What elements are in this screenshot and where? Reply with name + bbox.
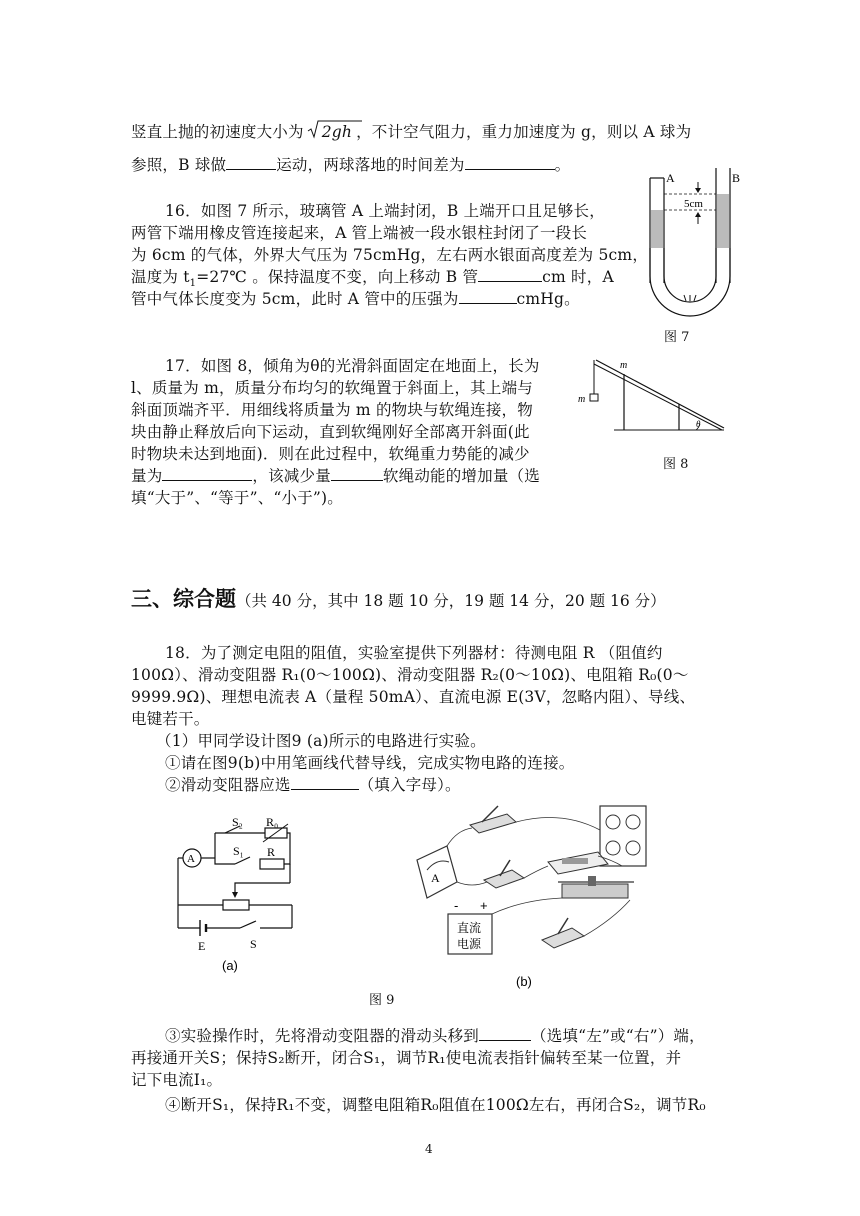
q18-step3	[165, 1024, 705, 1046]
ammeter-device	[417, 846, 457, 898]
q17-line2: l、质量为 m，质量分布均匀的软绳置于斜面上，其上端与	[131, 379, 533, 397]
q17-line3: 斜面顶端齐平．用细线将质量为 m 的物块与软绳连接，物	[131, 401, 533, 419]
answer-blank-b-move[interactable]	[478, 267, 542, 282]
fig9a-label-r: R	[267, 845, 276, 859]
dc-power-source	[448, 898, 492, 954]
q17-line1: 17．如图 8，倾角为θ的光滑斜面固定在地面上，长为	[165, 357, 540, 375]
fig9a-label-s1: S₁	[233, 844, 244, 858]
figure-7-u-tube	[648, 168, 748, 328]
q18-step2-text-a: ②滑动变阻器应选	[165, 776, 291, 794]
q15-line2	[131, 153, 570, 175]
figure-9-caption: 图 9	[369, 993, 395, 1008]
figure-7-caption: 图 7	[664, 330, 690, 345]
fig9b-ammeter-label: A	[431, 871, 440, 885]
section-3-note: （共 40 分，其中 18 题 10 分，19 题 14 分，20 题 16 分）	[236, 592, 666, 610]
q16-line2: 两管下端用橡皮管连接起来，A 管上端被一段水银柱封闭了一段长	[131, 224, 588, 242]
q18-step2	[165, 773, 461, 795]
section-3-heading	[131, 583, 666, 613]
q16-line3: 为 6cm 的气体，外界大气压为 75cmHg，左右两水银面高度差为 5cm，	[131, 246, 649, 264]
section-3-title: 三、综合题	[131, 587, 236, 611]
fig9a-label-e: E	[198, 939, 206, 953]
figure-8-caption: 图 8	[663, 457, 689, 472]
figure-9b-apparatus	[412, 800, 662, 990]
answer-blank-compare[interactable]	[331, 466, 383, 481]
answer-blank-time-diff[interactable]	[465, 155, 555, 170]
page-number: 4	[425, 1142, 433, 1156]
fig9b-minus: -	[454, 898, 459, 913]
fig9b-source-line2: 电源	[457, 937, 482, 951]
knife-switch-middle	[484, 860, 524, 888]
q15-text-c: 参照，B 球做	[131, 156, 227, 174]
rheostat-device	[558, 876, 634, 898]
q16-line4	[131, 265, 614, 289]
answer-blank-motion[interactable]	[226, 155, 276, 170]
q16-text-i: cmHg。	[516, 290, 580, 308]
fig9a-label-s2: S₂	[232, 815, 243, 829]
sqrt-content: 2gh	[321, 123, 353, 141]
q18-step3-line2: 再接通开关S；保持S₂断开，闭合S₁，调节R₁使电流表指针偏转至某一位置，并	[131, 1049, 682, 1067]
q17-text-a: 量为	[131, 467, 163, 485]
fig9b-plus: +	[480, 898, 488, 913]
q17-text-b: ，该减少量	[252, 467, 331, 485]
figure-8-incline	[578, 350, 729, 432]
figure-9a-circuit	[170, 815, 310, 973]
q16-line1: 16．如图 7 所示，玻璃管 A 上端封闭，B 上端开口且足够长，	[165, 202, 605, 220]
fig7-label-a: A	[666, 171, 675, 185]
fig9a-label-r0: R₀	[266, 815, 279, 829]
answer-blank-direction[interactable]	[479, 1026, 531, 1041]
knife-switch-top	[470, 806, 516, 833]
q18-step3-line3: 记下电流I₁。	[131, 1071, 223, 1089]
q18-step4: ④断开S₁，保持R₁不变，调整电阻箱R₀阻值在100Ω左右，再闭合S₂，调节R₀	[165, 1096, 706, 1114]
q15-text-e: 。	[554, 156, 571, 174]
answer-blank-pe-decrease[interactable]	[162, 466, 252, 481]
q18-line3: 9999.9Ω)、理想电流表 A（量程 50mA）、直流电源 E(3V，忽略内阻）、导线、	[131, 688, 696, 706]
q16-text-g: cm 时，A	[542, 268, 614, 286]
sqrt-expression	[308, 117, 352, 141]
fig9a-caption: (a)	[222, 958, 238, 973]
q16-temp-text: 温度为 t	[131, 268, 190, 286]
q18-line4: 电键若干。	[131, 710, 210, 728]
q15-text-a: 竖直上抛的初速度大小为	[131, 123, 304, 141]
q18-step3-text-b: （选填“左”或“右”）端，	[531, 1027, 705, 1045]
fig9b-caption: (b)	[516, 974, 532, 989]
q18-sub1: （1）甲同学设计图9 (a)所示的电路进行实验。	[156, 732, 486, 750]
fig7-dim-label: 5cm	[684, 198, 703, 210]
fig8-label-theta: θ	[696, 419, 701, 429]
q17-line4: 块由静止释放后向下运动，直到软绳刚好全部离开斜面(此	[131, 423, 530, 441]
fig9b-source-line1: 直流	[457, 921, 482, 935]
q16-text-f: =27℃ 。保持温度不变，向上移动 B 管	[196, 268, 479, 286]
q17-line7: 填“大于”、“等于”、“小于”)。	[131, 489, 343, 507]
q15-text-d: 运动，两球落地的时间差为	[276, 156, 465, 174]
q15-text-b: ，不计空气阻力，重力加速度为 g，则以 A 球为	[356, 123, 692, 141]
q17-line6	[131, 464, 540, 486]
q16-temp-sub: 1	[189, 278, 197, 290]
q18-step2-text-b: （填入字母）。	[358, 776, 461, 794]
q17-text-c: 软绳动能的增加量（选	[382, 467, 540, 485]
q15-line1	[131, 117, 691, 142]
knife-switch-bottom	[542, 918, 584, 948]
fig8-label-m-top: m	[620, 360, 628, 371]
fig9a-label-ammeter: A	[187, 853, 195, 865]
q18-step3-text-a: ③实验操作时，先将滑动变阻器的滑动头移到	[165, 1027, 480, 1045]
q16-text-h: 管中气体长度变为 5cm，此时 A 管中的压强为	[131, 290, 459, 308]
q18-step1: ①请在图9(b)中用笔画线代替导线，完成实物电路的连接。	[165, 754, 575, 772]
fig8-label-m-side: m	[578, 394, 586, 405]
fig7-label-b: B	[732, 171, 741, 185]
q17-line5: 时物块未达到地面)．则在此过程中，软绳重力势能的减少	[131, 445, 530, 463]
answer-blank-rheostat[interactable]	[291, 775, 359, 790]
resistor-board	[548, 852, 608, 874]
answer-blank-pressure[interactable]	[459, 289, 517, 304]
q18-line2: 100Ω）、滑动变阻器 R₁(0～100Ω)、滑动变阻器 R₂(0～10Ω)、电阻箱 R₀(0～	[131, 666, 689, 684]
resistance-box	[600, 806, 646, 866]
q16-line5	[131, 287, 580, 309]
fig9a-label-s: S	[250, 937, 257, 951]
q18-line1: 18．为了测定电阻的阻值，实验室提供下列器材：待测电阻 R （阻值约	[165, 644, 663, 662]
